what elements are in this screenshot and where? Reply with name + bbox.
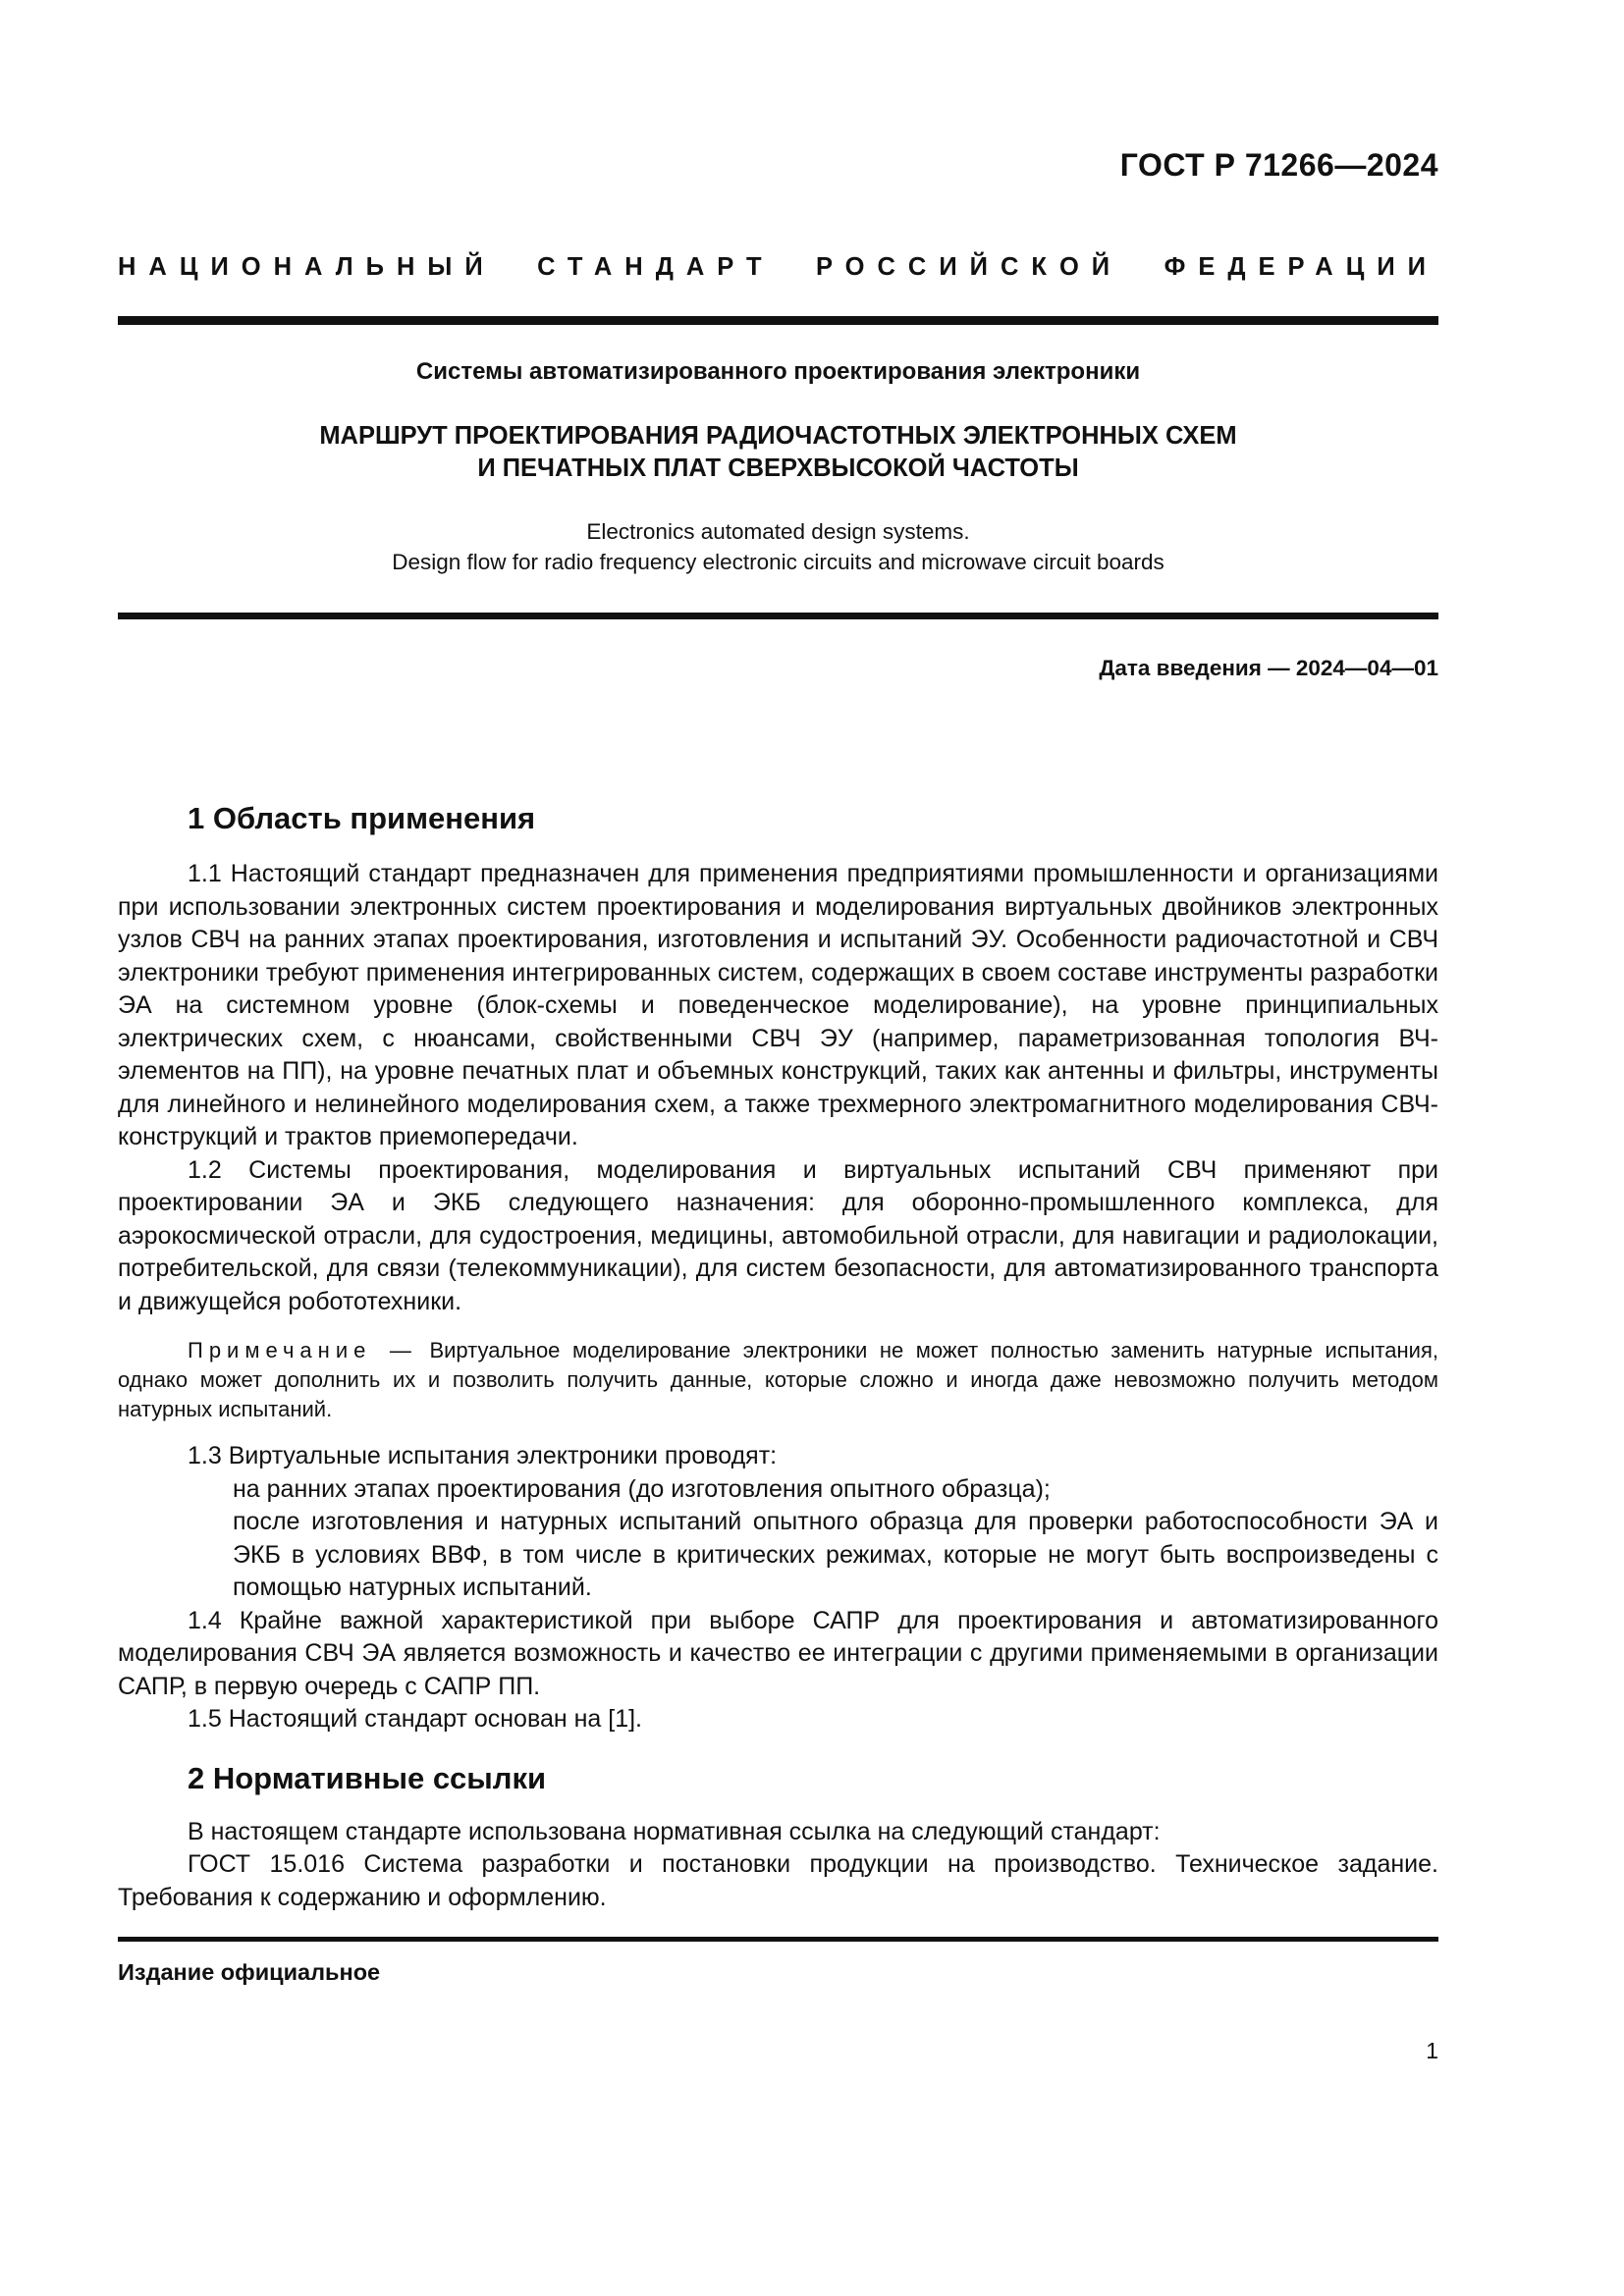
standard-subtitle: Системы автоматизированного проектирования электроники <box>415 358 1141 385</box>
title-bottom-rule <box>118 613 1438 619</box>
top-rule <box>118 316 1438 325</box>
english-title-line-1: Electronics automated design systems. <box>586 519 970 544</box>
note-label: Примечание — <box>188 1338 417 1362</box>
standard-main-title <box>118 420 1438 485</box>
footer-rule <box>118 1937 1438 1942</box>
introduction-date: Дата введения — 2024—04—01 <box>1099 656 1438 680</box>
paragraph-1-5: 1.5 Настоящий стандарт основан на [1]. <box>188 1705 643 1733</box>
section-2-heading: 2 Нормативные ссылки <box>188 1760 547 1795</box>
paragraph-1-3: 1.3 Виртуальные испытания электроники проводят: <box>188 1442 778 1469</box>
english-title <box>118 516 1438 577</box>
english-title-line-2: Design flow for radio frequency electronic circuits and microwave circuit boards <box>392 550 1164 574</box>
main-title-line-2: И ПЕЧАТНЫХ ПЛАТ СВЕРХВЫСОКОЙ ЧАСТОТЫ <box>477 454 1079 482</box>
list-item-early-design: на ранних этапах проектирования (до изготовления опытного образца); <box>233 1474 1051 1503</box>
main-title-line-1: МАРШРУТ ПРОЕКТИРОВАНИЯ РАДИОЧАСТОТНЫХ ЭЛЕКТРОННЫХ СХЕМ <box>319 422 1237 450</box>
page-number: 1 <box>1426 2038 1438 2063</box>
paragraph-2-1: В настоящем стандарте использована нормативная ссылка на следующий стандарт: <box>188 1817 1161 1845</box>
note-text: Виртуальное моделирование электроники не может полностью заменить натурные испытания, однако может дополнить их и позволить получить данные, которые сложно и иногда даже невозможно получить методом натурных испытаний. <box>118 1338 1438 1421</box>
note-paragraph <box>118 1336 1438 1424</box>
paragraph-1-2: 1.2 Системы проектирования, моделирования и виртуальных испытаний СВЧ применяют при проектировании ЭА и ЭКБ следующего назначения: для оборонно-промышленного комплекса, для аэрокосмической отрасли, для судостроения, медицины, автомобильной отрасли, для навигации и радиолокации, потребительской, для связи (телекоммуникации), для систем безопасности, для автоматизированного транспорта и движущейся робототехники. <box>118 1155 1438 1315</box>
paragraph-1-1: 1.1 Настоящий стандарт предназначен для применения предприятиями промышленности и организациями при использовании электронных систем проектирования и моделирования виртуальных двойников электронных узлов СВЧ на ранних этапах проектирования, изготовления и испытаний ЭУ. Особенности радиочастотной и СВЧ электроники требуют применения интегрированных систем, содержащих в своем составе инструменты разработки ЭА на системном уровне (блок-схемы и поведенческое моделирование), на уровне принципиальных электрических схем, с нюансами, свойственными СВЧ ЭУ (например, параметризованная топология ВЧ-элементов на ПП), на уровне печатных плат и объемных конструкций, таких как антенны и фильтры, инструменты для линейного и нелинейного моделирования схем, а также трехмерного электромагнитного моделирования СВЧ-конструкций и трактов приемопередачи. <box>118 860 1438 1150</box>
document-body <box>118 799 1438 1914</box>
paragraph-1-4: 1.4 Крайне важной характеристикой при выборе САПР для проектирования и автоматизированного моделирования СВЧ ЭА является возможность и качество ее интеграции с другими применяемыми в организации САПР, в первую очередь с САПР ПП. <box>118 1606 1438 1700</box>
section-1-heading: 1 Область применения <box>188 801 536 835</box>
paragraph-2-2: ГОСТ 15.016 Система разработки и постановки продукции на производство. Техническое задание. Требования к содержанию и оформлению. <box>118 1850 1438 1911</box>
list-item-after-manufacturing: после изготовления и натурных испытаний опытного образца для проверки работоспособности ЭА и ЭКБ в условиях ВВФ, в том числе в критических режимах, которые не могут быть воспроизведены с помощью натурных испытаний. <box>233 1508 1438 1601</box>
national-standard-banner: НАЦИОНАЛЬНЫЙ СТАНДАРТ РОССИЙСКОЙ ФЕДЕРАЦИИ <box>118 253 1438 281</box>
gost-designation: ГОСТ Р 71266—2024 <box>1119 147 1438 183</box>
official-edition-label: Издание официальное <box>118 1959 381 1985</box>
